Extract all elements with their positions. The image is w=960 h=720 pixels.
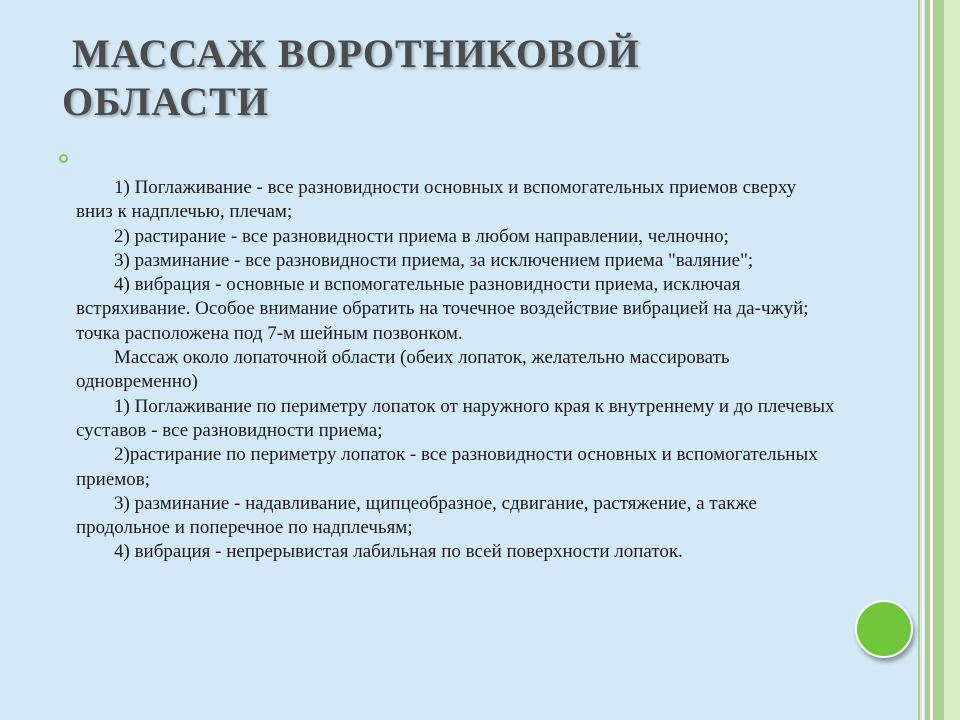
hollow-circle-bullet-icon [59, 154, 68, 163]
body-paragraph: 4) вибрация - непрерывистая лабильная по всей поверхности лопаток. [114, 541, 683, 563]
body-paragraph: 3) разминание - надавливание, щипцеобразное, сдвигание, растяжение, а также продольное и поперечное по надплечьям; [76, 492, 757, 539]
body-paragraph: 2) растирание - все разновидности приема в любом направлении, челночно; [114, 225, 729, 247]
right-edge-stripe [918, 0, 920, 720]
right-edge-stripe [922, 0, 924, 720]
body-paragraph: 1) Поглаживание - все разновидности основных и вспомогательных приемов сверху вниз к надплечью, плечам; [76, 177, 797, 223]
body-paragraph: Массаж около лопаточной области (обеих лопаток, желательно массировать одновременно) [76, 347, 730, 393]
slide-title-line-1: МАССАЖ ВОРОТНИКОВОЙ [72, 31, 640, 76]
body-paragraph: 4) вибрация - основные и вспомогательные разновидности приема, исключая встряхивание. Особое внимание обратить на точечное воздействие вибрацией на да-чжуй; точка расположена под 7-м шейным позвонком. [76, 274, 809, 344]
right-edge-stripe [944, 0, 960, 720]
body-paragraph: 3) разминание - все разновидности приема, за исключением приема "валяние"; [114, 249, 754, 271]
body-paragraph: 2)растирание по периметру лопаток - все разновидности основных и вспомогательных приемов; [76, 444, 818, 490]
slide-body [76, 176, 836, 565]
green-circle-decoration-icon [855, 600, 913, 658]
right-edge-stripe [933, 0, 944, 720]
slide-title-line-2: ОБЛАСТИ [62, 79, 269, 124]
body-paragraph: 1) Поглаживание по периметру лопаток от наружного края к внутреннему и до плечевых суставов - все разновидности приема; [76, 395, 835, 441]
slide-title [62, 30, 842, 126]
